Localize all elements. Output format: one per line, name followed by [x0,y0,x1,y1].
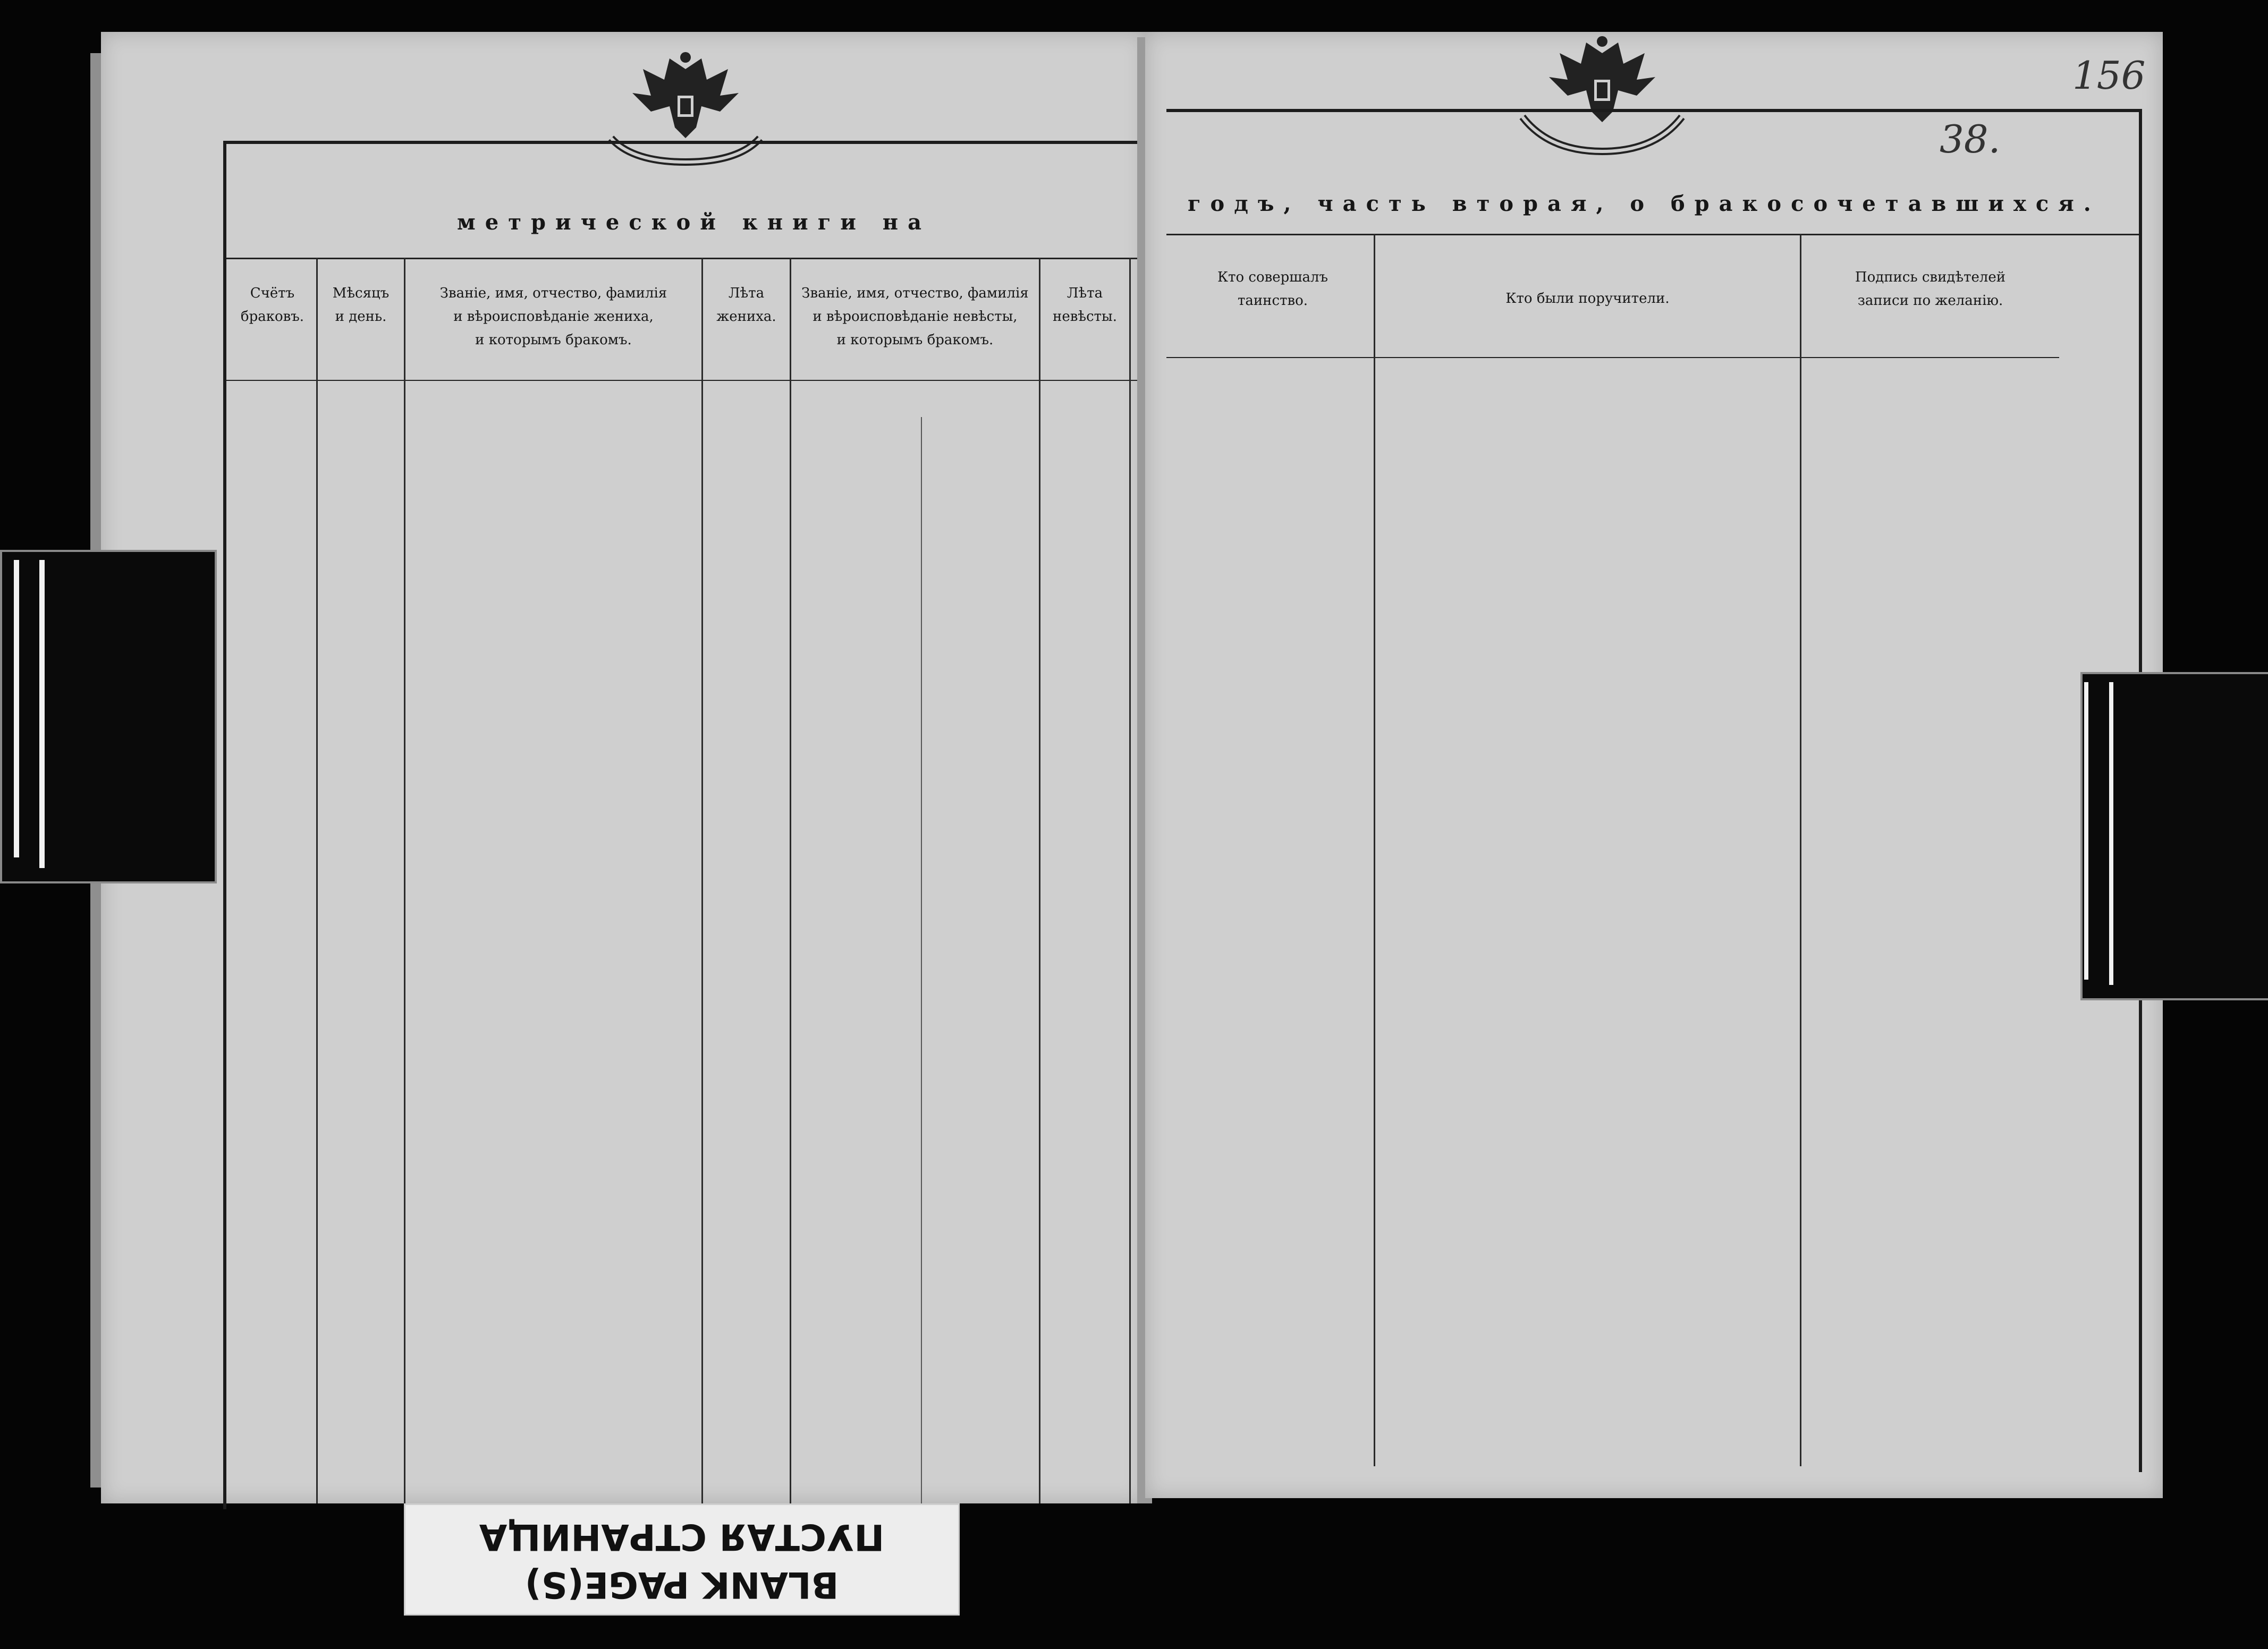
column-divider [701,258,703,1503]
table-frame [1166,109,2142,1472]
folio-number: 156 [2072,53,2146,98]
column-divider [1039,258,1040,1503]
blank-label-line-2: BLANK PAGE(S) [524,1563,839,1605]
column-divider [1374,234,1375,1466]
column-header: Подпись свидѣтелей записи по желанію. [1855,269,2006,309]
blank-label-line-1: ПУСТАЯ СТРАНИЦА [479,1516,885,1558]
column-divider [316,258,318,1503]
column-header: Лѣта жениха. [716,285,776,325]
column-divider [1800,234,1801,1466]
binder-clip [0,550,217,883]
right-page [1145,32,2163,1498]
column-header: Кто совершалъ таинство. [1217,269,1328,309]
page-title: метрической книги на [457,210,931,235]
column-header: Лѣта невѣсты. [1053,285,1117,325]
header-top-rule [226,258,1230,259]
header-bottom-rule [1166,357,2059,358]
column-header: Кто были поручители. [1505,291,1670,307]
binder-clip [2080,672,2268,1000]
page-title: годъ, часть вторая, о бракосочетавшихся. [1188,191,2101,216]
column-subdivider [921,417,922,1503]
column-divider [790,258,791,1503]
column-divider [404,258,405,1503]
column-header: Счётъ браковъ. [240,285,304,325]
header-bottom-rule [226,380,1230,381]
table-frame [223,141,1233,1509]
column-header: Званіе, имя, отчество, фамилія и вѣроисповѣданіе жениха, и которымъ бракомъ. [439,285,667,348]
folio-number: 38. [1940,117,2001,162]
blank-page-label [404,1503,960,1616]
column-header: Званіе, имя, отчество, фамилія и вѣроисповѣданіе невѣсты, и которымъ бракомъ. [801,285,1029,348]
column-divider [1129,258,1131,1503]
header-top-rule [1166,234,2139,235]
left-page [101,32,1145,1503]
column-header: Мѣсяцъ и день. [332,285,390,325]
